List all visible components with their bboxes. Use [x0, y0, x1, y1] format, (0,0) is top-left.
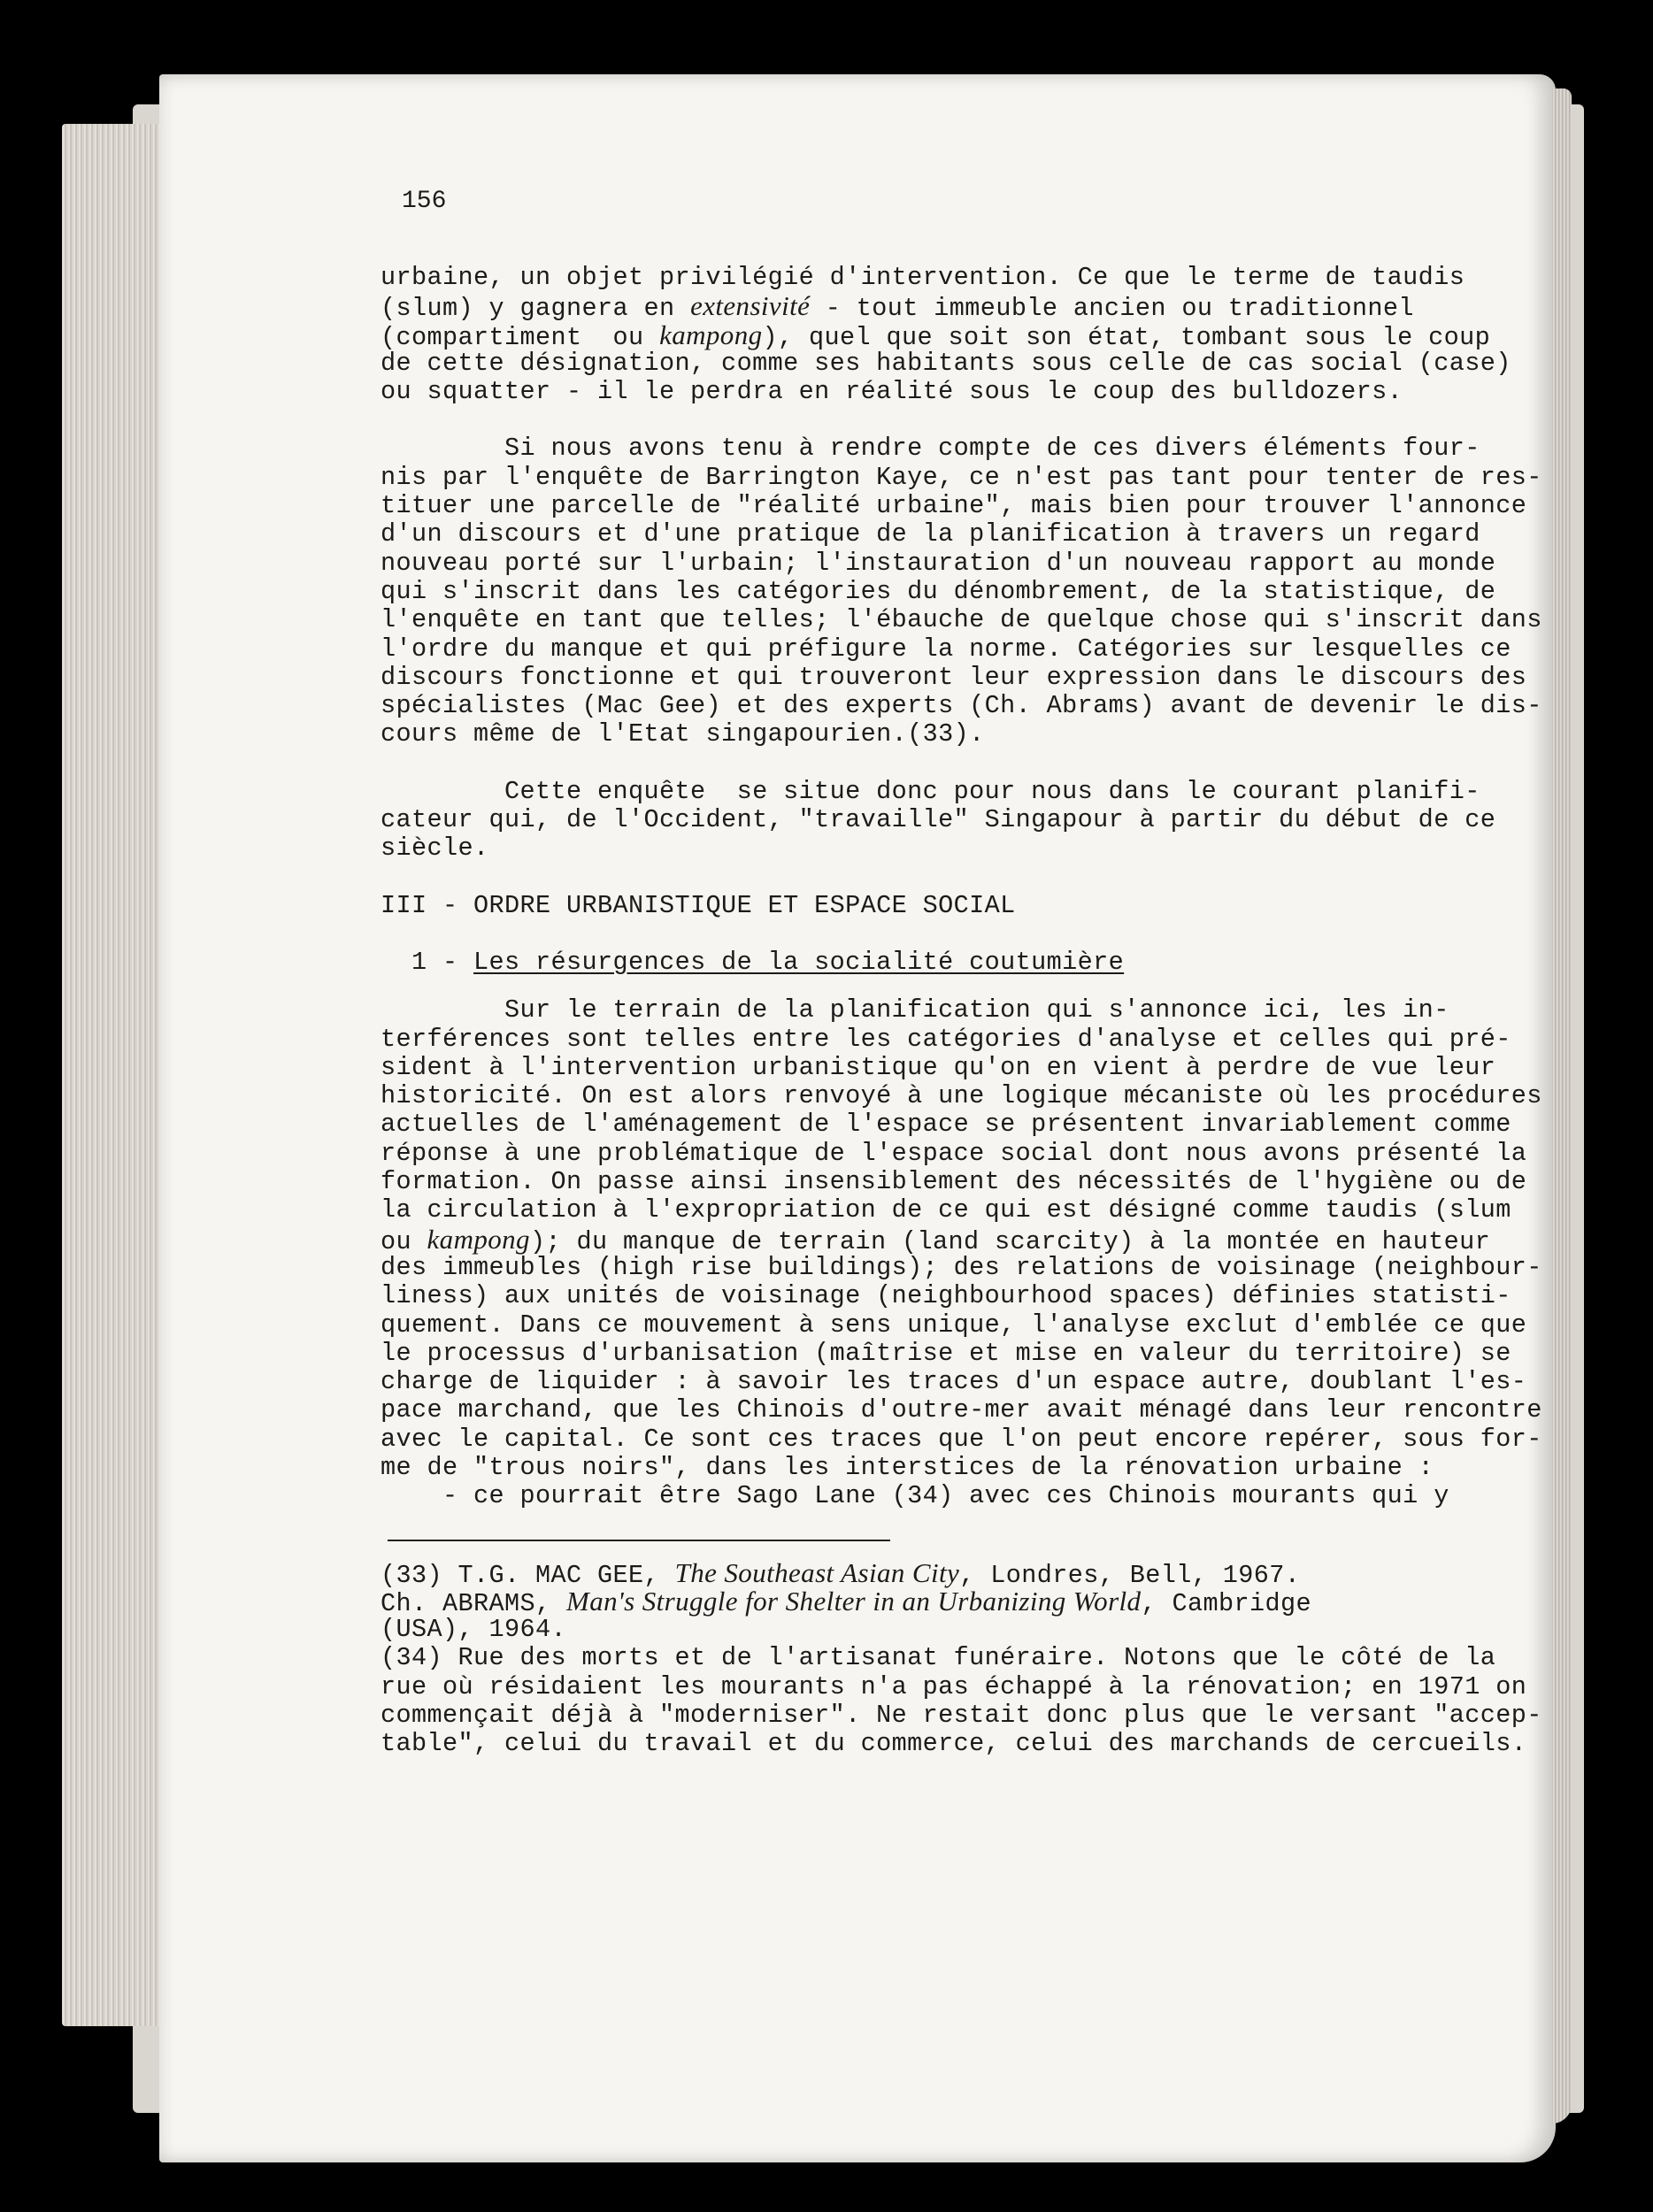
text-line: tituer une parcelle de "réalité urbaine", mais bien pour trouver l'annonce — [381, 491, 1527, 521]
text-line: ou squatter - il le perdra en réalité sous le coup des bulldozers. — [381, 377, 1403, 407]
text-line: (34) Rue des morts et de l'artisanat funéraire. Notons que le côté de la — [381, 1643, 1496, 1673]
text-line: Sur le terrain de la planification qui s'annonce ici, les in- — [381, 995, 1449, 1025]
text-line: commençait déjà à "moderniser". Ne restait donc plus que le versant "accep- — [381, 1701, 1542, 1731]
text-line: Ch. ABRAMS, Man's Struggle for Shelter in an Urbanizing World, Cambridge — [381, 1585, 1311, 1618]
subsection-number: 1 - — [381, 947, 474, 977]
page-edges-right — [1552, 88, 1572, 2124]
text-line: (compartiment ou kampong), quel que soit son état, tombant sous le coup — [381, 319, 1491, 352]
text-line: urbaine, un objet privilégié d'intervention. Ce que le terme de taudis — [381, 263, 1465, 292]
italic-text: kampong — [659, 319, 763, 350]
page-body — [381, 186, 1542, 1759]
paragraph-1 — [381, 263, 1511, 407]
italic-text: extensivité — [690, 290, 811, 322]
text-line: réponse à une problématique de l'espace social dont nous avons présenté la — [381, 1138, 1527, 1168]
footnote-rule — [388, 1540, 890, 1541]
text-line: - ce pourrait être Sago Lane (34) avec ces Chinois mourants qui y — [381, 1481, 1449, 1511]
text-line: avec le capital. Ce sont ces traces que l'on peut encore repérer, sous for- — [381, 1424, 1542, 1454]
text-line: (slum) y gagnera en extensivité - tout immeuble ancien ou traditionnel — [381, 290, 1414, 324]
italic-text: Man's Struggle for Shelter in an Urbanizing World — [566, 1585, 1142, 1617]
page-number: 156 — [402, 188, 447, 215]
text-line: (USA), 1964. — [381, 1615, 567, 1645]
text-line: liness) aux unités de voisinage (neighbourhood spaces) définies statisti- — [381, 1281, 1511, 1311]
section-heading: III - ORDRE URBANISTIQUE ET ESPACE SOCIAL — [381, 890, 1016, 920]
text-line: rue où résidaient les mourants n'a pas échappé à la rénovation; en 1971 on — [381, 1671, 1527, 1701]
text-line: ou kampong); du manque de terrain (land scarcity) à la montée en hauteur — [381, 1223, 1491, 1256]
text-line: spécialistes (Mac Gee) et des experts (Ch. Abrams) avant de devenir le dis- — [381, 691, 1542, 721]
paragraph-3 — [381, 776, 1496, 864]
text-line: cours même de l'Etat singapourien.(33). — [381, 719, 985, 749]
text-line: Si nous avons tenu à rendre compte de ces divers éléments four- — [381, 434, 1480, 464]
text-line: nouveau porté sur l'urbain; l'instauration d'un nouveau rapport au monde — [381, 548, 1496, 578]
paragraph-4 — [381, 995, 1542, 1511]
footnotes — [381, 1556, 1542, 1759]
subsection-title: Les résurgences de la socialité coutumière — [473, 947, 1125, 977]
text-line: siècle. — [381, 833, 489, 864]
page-edges-left — [62, 124, 159, 2026]
text-line: la circulation à l'expropriation de ce qui est désigné comme taudis (slum — [381, 1195, 1511, 1225]
text-line: discours fonctionne et qui trouveront leur expression dans le discours des — [381, 662, 1527, 692]
text-line: l'enquête en tant que telles; l'ébauche de quelque chose qui s'inscrit dans — [381, 605, 1542, 635]
text-line: quement. Dans ce mouvement à sens unique, l'analyse exclut d'emblée ce que — [381, 1310, 1527, 1340]
text-line: historicité. On est alors renvoyé à une logique mécaniste où les procédures — [381, 1081, 1542, 1111]
subsection-heading — [381, 949, 1425, 977]
text-line: de cette désignation, comme ses habitants sous celle de cas social (case) — [381, 348, 1511, 378]
text-line: table", celui du travail et du commerce, celui des marchands de cercueils. — [381, 1729, 1527, 1759]
text-line: sident à l'intervention urbanistique qu'on en vient à perdre de vue leur — [381, 1052, 1496, 1082]
text-line: formation. On passe ainsi insensiblement des nécessités de l'hygiène ou de — [381, 1167, 1527, 1197]
text-line: qui s'inscrit dans les catégories du dénombrement, de la statistique, de — [381, 576, 1496, 606]
text-line: terférences sont telles entre les catégories d'analyse et celles qui pré- — [381, 1024, 1511, 1054]
text-line: me de "trous noirs", dans les interstices de la rénovation urbaine : — [381, 1452, 1434, 1482]
paragraph-2 — [381, 434, 1542, 749]
text-line: cateur qui, de l'Occident, "travaille" Singapour à partir du début de ce — [381, 805, 1496, 835]
italic-text: The Southeast Asian City — [674, 1556, 960, 1588]
text-line: (33) T.G. MAC GEE, The Southeast Asian City, Londres, Bell, 1967. — [381, 1556, 1301, 1590]
text-line: d'un discours et d'une pratique de la planification à travers un regard — [381, 519, 1480, 549]
text-line: nis par l'enquête de Barrington Kaye, ce n'est pas tant pour tenter de res- — [381, 462, 1542, 492]
italic-text: kampong — [427, 1223, 530, 1255]
text-line: des immeubles (high rise buildings); des relations de voisinage (neighbour- — [381, 1252, 1542, 1282]
text-line: l'ordre du manque et qui préfigure la norme. Catégories sur lesquelles ce — [381, 634, 1511, 664]
text-line: charge de liquider : à savoir les traces d'un espace autre, doublant l'es- — [381, 1367, 1527, 1397]
text-line: pace marchand, que les Chinois d'outre-mer avait ménagé dans leur rencontre — [381, 1395, 1542, 1425]
text-line: le processus d'urbanisation (maîtrise et mise en valeur du territoire) se — [381, 1338, 1511, 1368]
text-line: Cette enquête se situe donc pour nous dans le courant planifi- — [381, 776, 1480, 806]
text-line: actuelles de l'aménagement de l'espace se présentent invariablement comme — [381, 1110, 1511, 1140]
